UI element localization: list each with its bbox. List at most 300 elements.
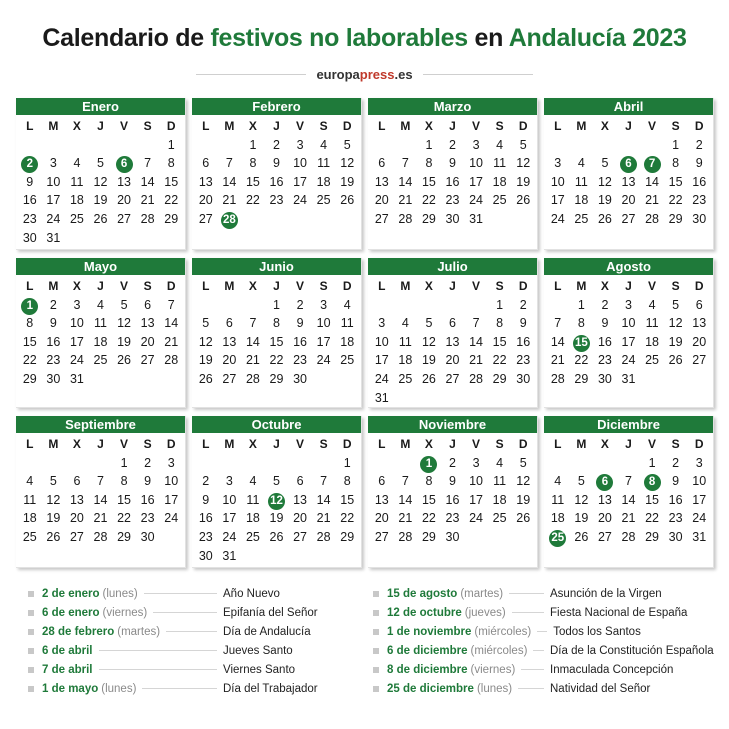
day-number: 22 [22,353,37,368]
holiday-day [640,472,664,491]
calendar-day [335,454,359,473]
weekday-header: S [495,119,504,133]
calendar-day [194,210,218,229]
calendar-day [312,528,336,547]
weekday-header: L [202,279,210,293]
day-number: 27 [117,211,132,226]
day-number: 10 [69,316,84,331]
legend-holiday-name: Todos los Santos [553,625,641,638]
calendar-day [335,314,359,333]
day-number: 29 [340,529,355,544]
day-number: 24 [374,371,389,386]
calendar-day [664,314,688,333]
calendar-day [65,210,89,229]
calendar-day [593,333,617,352]
calendar-day [394,509,418,528]
day-number: 2 [296,297,304,312]
day-number: 23 [46,353,61,368]
day-number: 30 [445,211,460,226]
month-days-grid [16,433,185,547]
day-number: 9 [26,174,34,189]
calendar-day [464,191,488,210]
day-number: 7 [401,474,409,489]
calendar-day [335,472,359,491]
day-number: 20 [692,334,707,349]
empty-day [570,454,594,473]
legend-date: 6 de enero [42,606,100,619]
calendar-day [593,314,617,333]
day-number: 19 [574,511,589,526]
day-number: 7 [144,156,152,171]
calendar-day [640,314,664,333]
day-number: 16 [597,334,612,349]
day-number: 16 [198,511,213,526]
day-number: 30 [46,371,61,386]
calendar-day [312,314,336,333]
calendar-day [335,191,359,210]
day-number: 24 [46,211,61,226]
calendar-day [441,210,465,229]
calendar-day [218,547,242,566]
weekday-header: M [400,437,411,451]
calendar-day [546,351,570,370]
calendar-day [112,333,136,352]
day-number: 3 [554,156,562,171]
day-number: 26 [117,353,132,368]
day-number: 4 [97,297,104,312]
month-title: Mayo [16,258,185,275]
calendar-day [218,491,242,510]
calendar-day [288,173,312,192]
legend-date: 8 de diciembre [387,663,468,676]
day-number: 8 [249,156,257,171]
legend-weekday: (lunes) [476,682,513,695]
weekday-header: D [518,279,528,293]
day-number: 4 [320,137,328,152]
calendar-day [687,210,711,229]
calendar-day [265,351,289,370]
month-febrero [192,98,362,250]
day-number: 27 [140,353,155,368]
weekday-header: J [97,279,104,293]
day-number: 16 [445,174,460,189]
day-number: 22 [117,511,132,526]
calendar-day [464,173,488,192]
weekday-header: D [166,437,176,451]
calendar-day [617,314,641,333]
day-number: 26 [668,353,683,368]
day-number: 23 [293,353,308,368]
day-number: 23 [140,511,155,526]
day-number: 8 [120,474,128,489]
calendar-day [18,191,42,210]
month-julio [368,258,538,408]
day-number: 22 [164,193,179,208]
bullet-icon [28,648,34,654]
day-number: 26 [93,211,108,226]
day-number: 27 [374,211,389,226]
day-number: 23 [269,193,284,208]
calendar-day [312,351,336,370]
calendar-day [370,314,394,333]
day-number: 18 [316,174,331,189]
calendar-day [18,370,42,389]
day-number: 6 [144,297,152,312]
legend-weekday: (miércoles) [474,625,532,638]
day-number: 21 [164,334,179,349]
holiday-day [218,210,242,229]
calendar-day [546,154,570,173]
calendar-day [112,173,136,192]
weekday-header: M [48,437,59,451]
calendar-day [42,491,66,510]
calendar-day [265,314,289,333]
legend-weekday: (lunes) [101,682,137,695]
calendar-day [687,528,711,547]
month-abril [544,98,714,250]
day-number: 24 [69,353,84,368]
weekday-header: M [400,119,411,133]
day-number: 13 [374,492,389,507]
calendar-day [417,528,441,547]
brand-divider-right [423,74,533,75]
weekday-header: V [296,437,305,451]
legend-leader-line [537,631,547,632]
day-number: 30 [140,529,155,544]
day-number: 23 [692,193,707,208]
calendar-day [288,136,312,155]
calendar-day [488,370,512,389]
calendar-day [241,314,265,333]
day-number: 29 [22,371,37,386]
day-number: 25 [645,353,660,368]
weekday-header: X [248,119,257,133]
day-number: 22 [245,193,260,208]
legend-item [28,622,373,641]
day-number: 2 [449,137,456,152]
weekday-header: L [554,119,562,133]
calendar-day [394,314,418,333]
calendar-day [370,472,394,491]
day-number: 25 [245,529,260,544]
weekday-header: D [694,437,704,451]
month-title: Agosto [544,258,713,275]
day-number: 7 [554,316,562,331]
calendar-day [42,472,66,491]
calendar-day [570,351,594,370]
day-number: 3 [167,455,175,470]
day-number: 11 [645,316,659,331]
day-number: 11 [551,492,565,507]
day-number: 16 [692,174,707,189]
calendar-day [441,191,465,210]
weekday-header: V [120,119,129,133]
day-number: 4 [26,474,34,489]
calendar-day [335,136,359,155]
calendar-day [687,191,711,210]
day-number: 19 [93,193,108,208]
calendar-day [65,314,89,333]
calendar-day [241,136,265,155]
calendar-day [441,454,465,473]
legend-leader-line [142,688,217,689]
calendar-day [511,351,535,370]
day-number: 3 [378,316,386,331]
calendar-day [464,454,488,473]
day-number: 30 [516,371,531,386]
day-number: 25 [398,371,413,386]
day-number: 21 [550,353,565,368]
calendar-day [265,528,289,547]
day-number: 11 [398,334,412,349]
month-days-grid [368,115,537,229]
day-number: 6 [73,474,81,489]
calendar-day [464,509,488,528]
day-number: 29 [645,529,660,544]
calendar-day [441,136,465,155]
empty-day [617,136,641,155]
legend-date: 1 de noviembre [387,625,472,638]
calendar-day [441,472,465,491]
calendar-day [312,154,336,173]
day-number: 26 [421,371,436,386]
calendar-day [112,210,136,229]
calendar-day [664,509,688,528]
empty-day [136,136,160,155]
calendar-day [441,154,465,173]
weekday-header: V [648,437,657,451]
calendar-day [546,509,570,528]
month-days-grid [16,275,185,389]
weekday-header: S [319,279,328,293]
calendar-day [441,173,465,192]
calendar-day [18,210,42,229]
calendar-day [159,509,183,528]
day-number: 30 [597,371,612,386]
calendar-day [136,296,160,315]
day-number: 3 [695,455,703,470]
weekday-header: S [671,119,680,133]
calendar-day [664,454,688,473]
day-number: 29 [421,529,436,544]
weekday-header: S [495,437,504,451]
day-number: 23 [597,353,612,368]
empty-day [218,454,242,473]
calendar-day [394,528,418,547]
empty-day [241,296,265,315]
month-title: Julio [368,258,537,275]
day-number: 18 [492,174,507,189]
holiday-day [265,491,289,510]
day-number: 30 [445,529,460,544]
calendar-day [417,351,441,370]
legend-date: 15 de agosto [387,587,458,600]
calendar-day [65,528,89,547]
weekday-header: L [26,437,34,451]
day-number: 25 [69,211,84,226]
calendar-day [89,528,113,547]
day-number: 1 [496,297,504,312]
legend-leader-line [153,612,217,613]
month-title: Enero [16,98,185,115]
weekday-header: V [472,437,481,451]
day-number: 13 [621,174,636,189]
weekday-header: V [472,119,481,133]
day-number: 1 [167,137,175,152]
day-number: 19 [421,353,436,368]
calendar-day [464,210,488,229]
day-number: 10 [374,334,389,349]
day-number: 6 [695,297,703,312]
calendar-day [312,509,336,528]
day-number: 20 [222,353,237,368]
day-number: 1 [273,297,280,312]
weekday-header: X [72,119,81,133]
calendar-day [241,509,265,528]
day-number: 9 [449,474,456,489]
calendar-day [593,210,617,229]
brand-part-2: press [359,66,395,82]
calendar-day [112,472,136,491]
calendar-day [664,154,688,173]
day-number: 20 [198,193,213,208]
day-number: 4 [648,297,656,312]
legend-item [28,603,373,622]
month-days-grid [544,433,713,547]
day-number: 23 [445,193,460,208]
calendar-day [417,191,441,210]
bullet-icon [28,591,34,597]
month-title: Diciembre [544,416,713,433]
day-number: 12 [117,316,132,331]
calendar-day [312,472,336,491]
empty-day [89,454,113,473]
calendar-day [370,389,394,408]
calendar-day [570,210,594,229]
weekday-header: X [600,279,609,293]
calendar-day [464,136,488,155]
calendar-day [593,154,617,173]
day-number: 10 [469,156,484,171]
legend-weekday: (miércoles) [470,644,528,657]
weekday-header: J [273,279,280,293]
calendar-day [617,191,641,210]
month-title: Noviembre [368,416,537,433]
legend-item [373,660,718,679]
day-number: 10 [550,174,565,189]
day-number: 28 [245,371,260,386]
day-number: 26 [340,193,355,208]
calendar-day [89,210,113,229]
calendar-day [288,154,312,173]
calendar-day [687,136,711,155]
brand-row [0,64,729,84]
day-number: 9 [449,156,456,171]
weekday-header: S [143,279,152,293]
day-number: 17 [469,174,484,189]
calendar-day [288,472,312,491]
day-number: 1 [249,137,257,152]
month-days-grid [544,115,713,229]
day-number: 11 [23,492,37,507]
calendar-day [687,314,711,333]
day-number: 2 [49,297,57,312]
calendar-day [570,314,594,333]
calendar-day [265,370,289,389]
calendar-day [136,154,160,173]
calendar-day [194,528,218,547]
calendar-day [464,370,488,389]
day-number: 3 [73,297,81,312]
calendar-day [664,351,688,370]
month-days-grid [544,275,713,389]
month-title: Octubre [192,416,361,433]
weekday-header: V [648,119,657,133]
calendar-day [312,191,336,210]
calendar-day [194,333,218,352]
day-number: 1 [420,456,437,473]
calendar-day [441,370,465,389]
day-number: 16 [140,492,155,507]
weekday-header: X [72,437,81,451]
weekday-header: M [576,279,587,293]
day-number: 25 [549,530,566,547]
day-number: 6 [296,474,304,489]
calendar-day [241,491,265,510]
day-number: 22 [668,193,683,208]
calendar-day [288,528,312,547]
day-number: 25 [93,353,108,368]
weekday-header: V [296,119,305,133]
bullet-icon [373,629,379,635]
empty-day [370,136,394,155]
calendar-day [617,296,641,315]
weekday-header: X [424,437,433,451]
calendar-day [18,472,42,491]
calendar-day [664,136,688,155]
calendar-day [159,210,183,229]
day-number: 17 [550,193,565,208]
day-number: 3 [49,156,57,171]
day-number: 22 [340,511,355,526]
calendar-day [417,509,441,528]
calendar-day [194,173,218,192]
calendar-day [664,333,688,352]
calendar-day [370,528,394,547]
legend-date: 6 de diciembre [387,644,468,657]
calendar-day [464,351,488,370]
day-number: 10 [293,156,308,171]
day-number: 3 [296,137,304,152]
legend-date: 7 de abril [42,663,93,676]
day-number: 7 [167,297,175,312]
calendar-day [570,509,594,528]
day-number: 20 [374,511,389,526]
calendar-day [136,333,160,352]
day-number: 13 [117,174,132,189]
calendar-day [417,472,441,491]
calendar-day [265,136,289,155]
legend-item [373,584,718,603]
day-number: 21 [645,193,660,208]
day-number: 12 [340,156,355,171]
day-number: 19 [340,174,355,189]
day-number: 6 [116,156,133,173]
calendar-day [288,314,312,333]
calendar-day [441,333,465,352]
brand-logo [316,67,412,82]
day-number: 8 [496,316,504,331]
